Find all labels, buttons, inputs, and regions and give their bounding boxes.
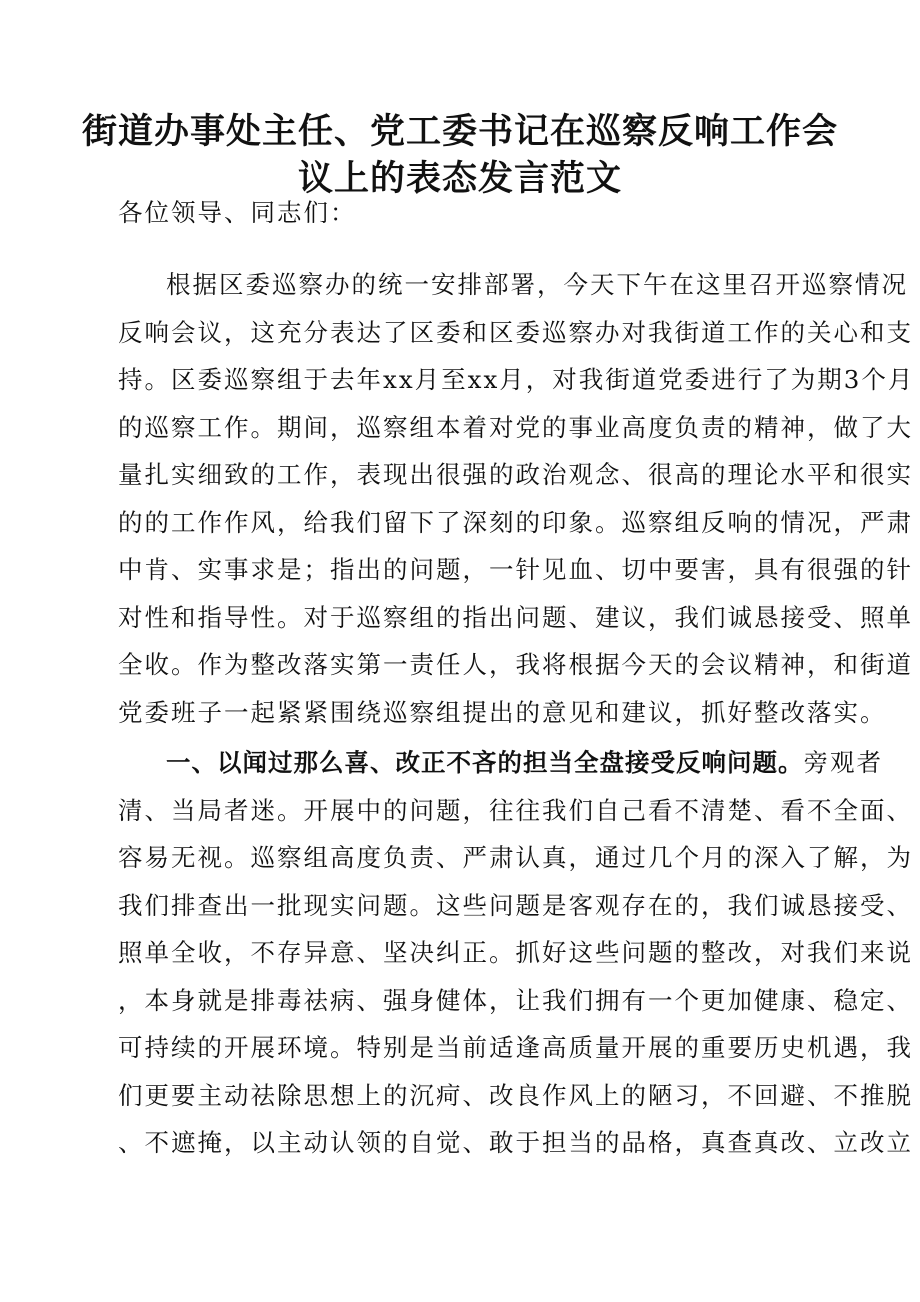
paragraph-line: 反响会议，这充分表达了区委和区委巡察办对我街道工作的关心和支 <box>118 318 913 347</box>
section-text: 旁观者 <box>803 748 883 777</box>
paragraph-line: 党委班子一起紧紧围绕巡察组提出的意见和建议，抓好整改落实。 <box>118 698 887 727</box>
paragraph-line: 容易无视。巡察组高度负责、严肃认真，通过几个月的深入了解，为 <box>118 843 913 872</box>
paragraph-line: 中肯、实事求是；指出的问题，一针见血、切中要害，具有很强的针 <box>118 555 913 584</box>
section-heading-line <box>166 748 883 778</box>
section-heading: 一、以闻过那么喜、改正不吝的担当全盘接受反响问题。 <box>166 748 804 777</box>
paragraph-line: 可持续的开展环境。特别是当前适逢高质量开展的重要历史机遇，我 <box>118 1033 913 1062</box>
paragraph-line: 全收。作为整改落实第一责任人，我将根据今天的会议精神，和街道 <box>118 650 913 679</box>
paragraph-line: 、不遮掩，以主动认领的自觉、敢于担当的品格，真查真改、立改立 <box>118 1128 913 1157</box>
document-title-line-1: 街道办事处主任、党工委书记在巡察反响工作会 <box>81 112 838 152</box>
paragraph-line: 们更要主动祛除思想上的沉疴、改良作风上的陋习，不回避、不推脱 <box>118 1081 913 1110</box>
paragraph-line: 的的工作作风，给我们留下了深刻的印象。巡察组反响的情况，严肃 <box>118 508 913 537</box>
paragraph-line: 的巡察工作。期间，巡察组本着对党的事业高度负责的精神，做了大 <box>118 413 913 442</box>
document-title-line-2: 议上的表态发言范文 <box>297 159 622 199</box>
paragraph-line: ，本身就是排毒祛病、强身健体，让我们拥有一个更加健康、稳定、 <box>118 986 913 1015</box>
paragraph-line: 持。区委巡察组于去年xx月至xx月，对我街道党委进行了为期3个月 <box>118 365 915 394</box>
salutation: 各位领导、同志们： <box>118 198 357 227</box>
paragraph-line: 我们排查出一批现实问题。这些问题是客观存在的，我们诚恳接受、 <box>118 891 913 920</box>
paragraph-line: 照单全收，不存异意、坚决纠正。抓好这些问题的整改，对我们来说 <box>118 938 913 967</box>
paragraph-line: 量扎实细致的工作，表现出很强的政治观念、很高的理论水平和很实 <box>118 460 913 489</box>
paragraph-line: 清、当局者迷。开展中的问题，往往我们自己看不清楚、看不全面、 <box>118 796 913 825</box>
paragraph-line: 根据区委巡察办的统一安排部署，今天下午在这里召开巡察情况 <box>166 270 908 299</box>
paragraph-line: 对性和指导性。对于巡察组的指出问题、建议，我们诚恳接受、照单 <box>118 603 913 632</box>
